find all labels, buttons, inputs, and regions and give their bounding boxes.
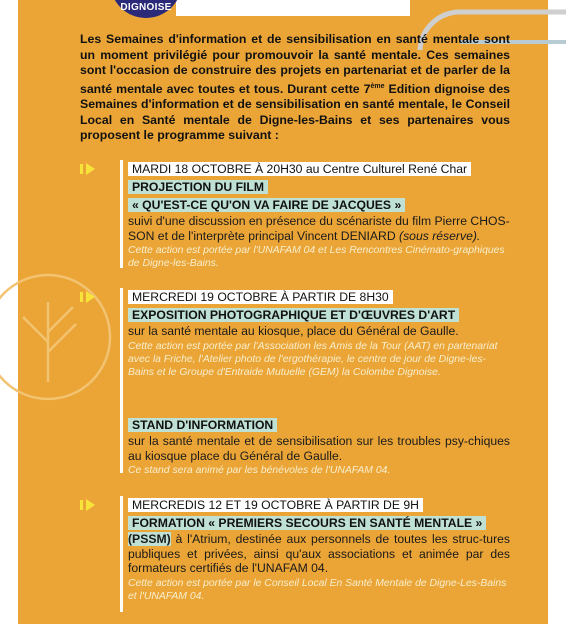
arrow-marker-icon: [80, 290, 98, 304]
timeline-bar: [120, 160, 123, 268]
event-note: Ce stand sera animé par les bénévoles de l'UNAFAM 04.: [128, 465, 391, 476]
credit-text: VILLE DE DIGNE-LES-BAINS / 2022: [553, 496, 560, 610]
header-white-box: [176, 0, 410, 16]
event-title: EXPOSITION PHOTOGRAPHIQUE ET D'ŒUVRES D'ART: [128, 308, 459, 322]
event-date: MERCREDIS 12 ET 19 OCTOBRE À PARTIR DE 9H: [128, 498, 423, 512]
event-title: STAND D'INFORMATION: [128, 418, 277, 432]
event-description: sur la santé mentale et de sensibilisation sur les troubles psy-chiques au kiosque place du Général de Gaulle.: [128, 434, 510, 463]
event-description: suivi d'une discussion en présence du scénariste du film Pierre CHOS-SON et de l'interprète principal Vincent DENIARD (sous réserve).: [128, 214, 510, 243]
poster: [18, 0, 560, 624]
leaf-circle-icon: [18, 262, 118, 412]
event-note: Cette action est portée par l'UNAFAM 04 et Les Rencontres Cinémato-graphiques de Digne-les-Bains.: [128, 245, 505, 269]
event-title: PROJECTION DU FILM: [128, 180, 268, 194]
dignoise-badge: [110, 0, 182, 18]
event-date: MERCREDI 19 OCTOBRE À PARTIR DE 8H30: [128, 290, 393, 304]
arrow-marker-icon: [80, 498, 98, 512]
timeline-bar: [120, 288, 123, 473]
arrow-marker-icon: [80, 162, 98, 176]
intro-paragraph: Les Semaines d'information et de sensibilisation en santé mentale sont un moment privilégié pour promouvoir la santé mentale. Ces semaines sont l'occasion de construire des projets en partenariat et de parler de la santé mentale avec toutes et tous. Durant cette 7ème Edition dignoise des Semaines d'information et de sensibilisation en santé mentale, le Conseil Local en Santé mentale de Digne-les-Bains et ses partenaires vous proposent le programme suivant :: [80, 32, 510, 143]
event-date: MARDI 18 OCTOBRE À 20H30 au Centre Culturel René Char: [128, 162, 471, 176]
badge-text: DIGNOISE: [120, 2, 172, 13]
event-title: FORMATION « PREMIERS SECOURS EN SANTÉ MENTALE »: [128, 516, 486, 530]
event-note: Cette action est portée par le Conseil Local En Santé Mentale de Digne-Les-Bains et l'UNAFAM 04.: [128, 577, 507, 602]
timeline-bar: [120, 496, 123, 612]
event-description: (PSSM) à l'Atrium, destinée aux personnels de toutes les struc-tures publiques et privées, ainsi qu'aux associations et animée par des formateurs certifiés de l'UNAFAM 04.: [128, 532, 510, 575]
event-note: Cette action est portée par l'Association les Amis de la Tour (AAT) en partenariat avec la Friche, l'Atelier photo de l'ergothérapie, le centre de jour de Digne-les-Bains et le Groupe d'Entraide Mutuelle (GEM) la Colombe Dignoise.: [128, 340, 498, 378]
event-description: sur la santé mentale au kiosque, place du Général de Gaulle.: [128, 324, 459, 338]
event-title: « QU'EST-CE QU'ON VA FAIRE DE JACQUES »: [128, 198, 405, 212]
